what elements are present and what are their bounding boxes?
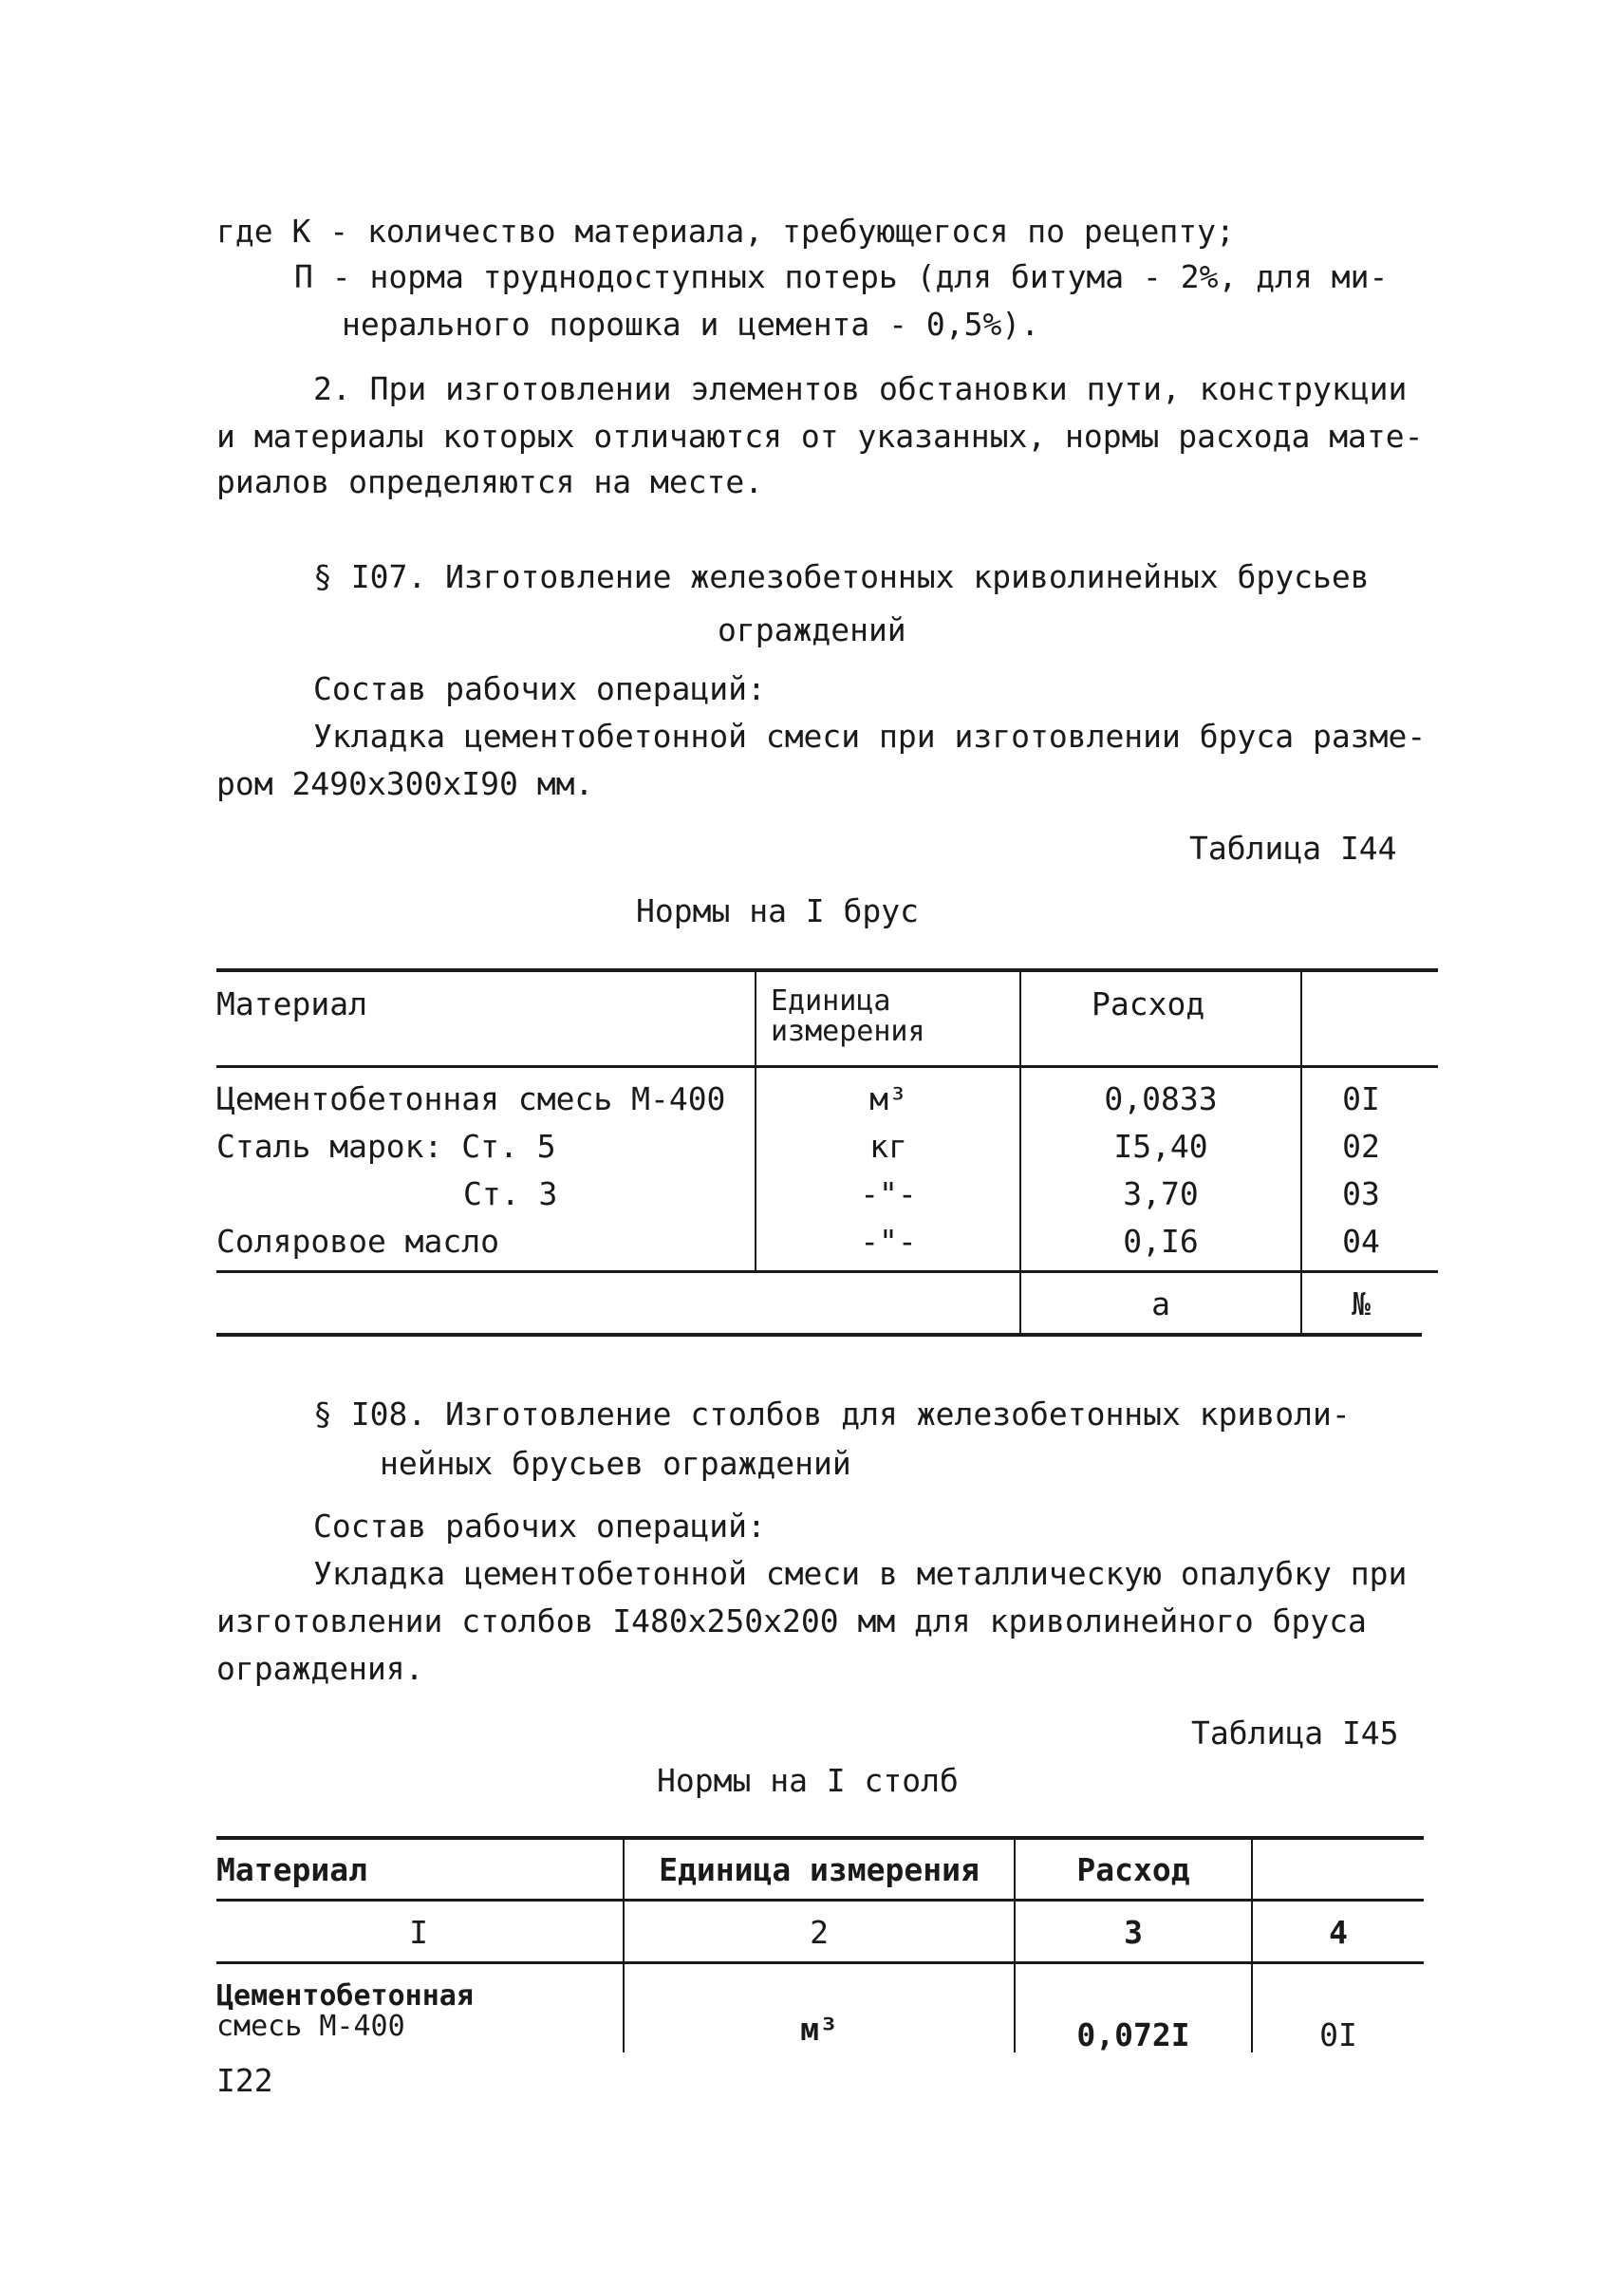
table-145-top-rule	[216, 1836, 1424, 1840]
section-107-title-line-1: § I07. Изготовление железобетонных криволинейных брусьев	[313, 558, 1370, 595]
table-144-row-3-unit: -"-	[860, 1175, 917, 1212]
table-144-row-4-code: 04	[1342, 1223, 1380, 1260]
table-144-footer-col-3: а	[1151, 1285, 1170, 1322]
table-144-row-4-value: 0,I6	[1123, 1223, 1199, 1260]
table-144-header-unit-line-2: измерения	[771, 1015, 925, 1048]
table-144-row-1-code: 0I	[1342, 1080, 1380, 1117]
table-145-row-1-material-line-1: Цементобетонная	[216, 1979, 474, 2013]
table-144-top-rule	[216, 968, 1438, 972]
table-145-col-number-3: 3	[1124, 1914, 1143, 1951]
table-145-title: Нормы на I столб	[657, 1762, 959, 1799]
table-145-col-number-1: I	[409, 1914, 428, 1951]
table-145-header-unit: Единица измерения	[659, 1851, 980, 1888]
table-144-bottom-rule	[216, 1333, 1422, 1337]
section-107-ops-line-1: Укладка цементобетонной смеси при изготовлении бруса разме-	[313, 718, 1427, 755]
section-108-ops-line-1: Укладка цементобетонной смеси в металлическую опалубку при	[313, 1555, 1408, 1592]
section-107-ops-line-2: ром 2490х300хI90 мм.	[216, 765, 594, 802]
para2-line-3: риалов определяются на месте.	[216, 463, 764, 500]
table-145-col-number-2: 2	[810, 1914, 829, 1951]
section-108-ops-label: Состав рабочих операций:	[313, 1508, 766, 1545]
table-145-col-divider-2	[1014, 1838, 1016, 2052]
table-144-row-4-material: Соляровое масло	[216, 1223, 500, 1260]
table-145-row-1-code: 0I	[1319, 2016, 1357, 2053]
table-144-col-divider-2	[1019, 970, 1021, 1335]
table-144-row-4-unit: -"-	[860, 1223, 917, 1260]
table-144-header-rule	[216, 1065, 1438, 1068]
section-107-ops-label: Состав рабочих операций:	[313, 670, 766, 707]
table-145-row-1-unit: м³	[800, 2011, 838, 2048]
table-144-header-unit-line-1: Единица	[771, 984, 891, 1018]
table-144-row-2-material: Сталь марок: Ст. 5	[216, 1128, 556, 1165]
table-144-col-divider-3	[1300, 970, 1302, 1335]
table-145-col-divider-1	[623, 1838, 625, 2052]
table-145-header-material: Материал	[216, 1851, 367, 1888]
table-145-col-divider-3	[1251, 1838, 1253, 2052]
table-145-label: Таблица I45	[1191, 1714, 1399, 1752]
intro-line-3: нерального порошка и цемента - 0,5%).	[342, 306, 1040, 343]
page-number: I22	[216, 2062, 273, 2099]
section-108-title-line-1: § I08. Изготовление столбов для железобетонных криволи-	[313, 1396, 1351, 1433]
table-144-label: Таблица I44	[1189, 830, 1397, 867]
table-144-title: Нормы на I брус	[636, 892, 920, 929]
table-144-row-1-material: Цементобетонная смесь М-400	[216, 1080, 726, 1117]
table-145-row-1-value: 0,072I	[1076, 2016, 1190, 2053]
intro-line-1: где К - количество материала, требующегося по рецепту;	[216, 213, 1235, 250]
para2-line-1: 2. При изготовлении элементов обстановки пути, конструкции	[313, 370, 1408, 407]
para2-line-2: и материалы которых отличаются от указанных, нормы расхода мате-	[216, 418, 1424, 455]
table-144-row-3-code: 03	[1342, 1175, 1380, 1212]
section-107-title-line-2: ограждений	[718, 611, 906, 648]
table-144-col-divider-1	[755, 970, 756, 1272]
table-144-row-1-value: 0,0833	[1104, 1080, 1218, 1117]
table-145-col-number-4: 4	[1329, 1914, 1348, 1951]
section-108-title-line-2: нейных брусьев ограждений	[380, 1445, 851, 1482]
table-144-row-1-unit: м³	[869, 1080, 907, 1117]
table-144-row-3-value: 3,70	[1123, 1175, 1199, 1212]
table-145-row-1-material-line-2: смесь М-400	[216, 2010, 405, 2043]
table-145-number-rule	[216, 1961, 1424, 1964]
table-145-header-consumption: Расход	[1076, 1851, 1190, 1888]
table-144-row-3-material: Ст. 3	[463, 1175, 558, 1212]
table-144-footer-col-4: №	[1352, 1285, 1371, 1322]
table-144-row-2-code: 02	[1342, 1128, 1380, 1165]
table-144-header-material: Материал	[216, 985, 367, 1022]
table-144-row-2-value: I5,40	[1113, 1128, 1208, 1165]
section-108-ops-line-3: ограждения.	[216, 1650, 424, 1687]
table-144-header-consumption: Расход	[1092, 985, 1205, 1022]
section-108-ops-line-2: изготовлении столбов I480х250х200 мм для криволинейного бруса	[216, 1602, 1367, 1640]
table-144-body-rule	[216, 1270, 1438, 1273]
intro-line-2: П - норма труднодоступных потерь (для битума - 2%, для ми-	[294, 258, 1389, 295]
table-144-row-2-unit: кг	[869, 1128, 907, 1165]
table-145-header-rule	[216, 1899, 1424, 1902]
